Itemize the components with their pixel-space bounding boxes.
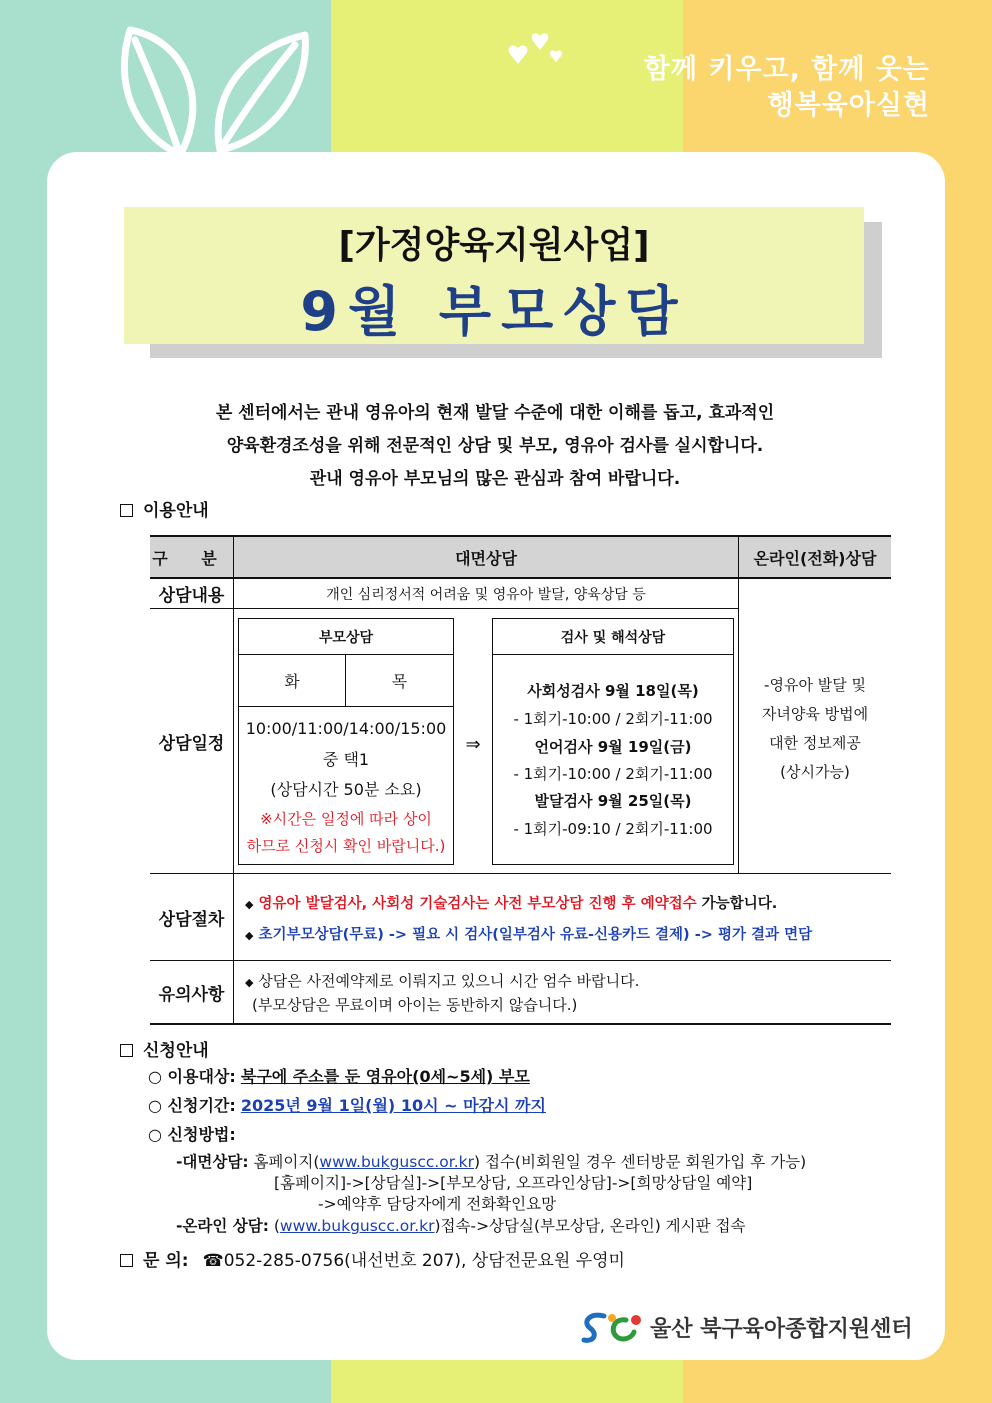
intro-line2: 양육환경조성을 위해 전문적인 상담 및 부모, 영유아 검사를 실시합니다. xyxy=(226,436,764,456)
inquiry-value: ☎052-285-0756(내선번호 207), 상담전문요원 우영미 xyxy=(202,1251,625,1271)
notice1-text: 상담은 사전예약제로 이뤄지고 있으니 시간 엄수 바랍니다. xyxy=(258,972,640,990)
title-box xyxy=(124,207,864,344)
notice-line2: (부모상담은 무료이며 아이는 동반하지 않습니다.) xyxy=(252,996,578,1014)
test-box-line xyxy=(492,654,734,655)
parent-times: 10:00/11:00/14:00/15:00 xyxy=(245,718,447,738)
method-online-post: )접속->상담실(부모상담, 온라인) 게시판 접속 xyxy=(434,1217,746,1235)
inquiry xyxy=(120,1246,625,1271)
method-online-label: -온라인 상담: xyxy=(176,1217,269,1235)
bullet-icon: ◆ xyxy=(245,898,254,911)
apply-period-value: 2025년 9월 1일(월) 10시 ~ 마감시 까지 xyxy=(240,1096,546,1115)
table-line xyxy=(150,960,891,961)
header-category: 구 분 xyxy=(152,548,231,568)
checkbox-square-icon xyxy=(120,1254,133,1267)
apply-period xyxy=(148,1093,546,1116)
method-face-line2: [홈페이지]->[상담실]->[부모상담, 오프라인상담]->[희망상담일 예약] xyxy=(274,1174,753,1192)
method-face-post: ) 접수(비회원일 경우 센터방문 회원가입 후 가능) xyxy=(474,1153,807,1171)
test-social: 사회성검사 9월 18일(목) xyxy=(527,681,699,700)
title-line2: 9월 부모상담 xyxy=(300,280,688,343)
parent-title: 부모상담 xyxy=(318,629,374,646)
procedure-line2 xyxy=(245,923,890,944)
section-usage-label: 이용안내 xyxy=(143,501,209,521)
arrow-icon: ⇒ xyxy=(465,733,481,755)
test-box-border xyxy=(492,864,734,865)
parent-day-thu: 목 xyxy=(391,672,408,691)
header-online: 온라인(전화)상담 xyxy=(753,548,877,568)
online-text-1: -영유아 발달 및 xyxy=(764,675,866,694)
bullet-icon: ◆ xyxy=(245,976,254,989)
method-face-label: -대면상담: xyxy=(176,1153,249,1171)
parent-box-border xyxy=(238,864,454,865)
test-language: 언어검사 9월 19일(금) xyxy=(534,737,692,756)
leaf-icon xyxy=(110,20,310,160)
test-develop-times: - 1회기-09:10 / 2회기-11:00 xyxy=(513,819,713,838)
procedure2-text: 초기부모상담(무료) -> 필요 시 검사(일부검사 유료-신용카드 결제) -> 평가 결과 면담 xyxy=(258,927,813,943)
parent-note2: 하므로 신청시 확인 바랍니다.) xyxy=(246,836,446,855)
center-logo-text: 울산 북구육아종합지원센터 xyxy=(650,1317,913,1342)
table-line xyxy=(233,537,234,1023)
apply-period-label: ○ 신청기간: xyxy=(148,1096,236,1115)
content-label: 상담내용 xyxy=(158,586,225,606)
content-value: 개인 심리정서적 어려움 및 영유아 발달, 양육상담 등 xyxy=(326,586,646,603)
method-face-line1 xyxy=(176,1150,806,1172)
online-text-3: 대한 정보제공 xyxy=(769,733,861,752)
parent-duration: (상담시간 50분 소요) xyxy=(270,779,422,799)
checkbox-square-icon xyxy=(120,1044,133,1057)
center-logo-icon xyxy=(580,1310,644,1346)
table-line xyxy=(150,873,891,874)
apply-target-label: ○ 이용대상: xyxy=(148,1067,236,1086)
apply-method-label: ○ 신청방법: xyxy=(148,1125,236,1144)
parent-day-tue: 화 xyxy=(284,672,300,691)
checkbox-square-icon xyxy=(120,504,133,517)
procedure-label: 상담절차 xyxy=(158,909,225,930)
online-text-2: 자녀양육 방법에 xyxy=(761,704,869,723)
table-bottom-border xyxy=(150,1023,891,1025)
header-face: 대면상담 xyxy=(455,548,517,568)
notice-label: 유의사항 xyxy=(158,984,225,1005)
homepage-link-2[interactable]: www.bukguscc.or.kr xyxy=(279,1217,435,1235)
test-language-times: - 1회기-10:00 / 2회기-11:00 xyxy=(513,764,713,783)
apply-method xyxy=(148,1122,236,1145)
hearts-icon xyxy=(508,28,564,68)
test-box-border xyxy=(733,618,734,865)
table-line xyxy=(150,608,738,609)
method-online-line xyxy=(176,1214,745,1236)
section-usage-heading xyxy=(120,496,209,521)
homepage-link[interactable]: www.bukguscc.or.kr xyxy=(319,1153,474,1171)
online-text-4: (상시가능) xyxy=(780,762,850,781)
slogan xyxy=(644,52,930,124)
slogan-line2: 행복육아실현 xyxy=(767,90,930,121)
section-apply-label: 신청안내 xyxy=(143,1041,209,1061)
test-develop: 발달검사 9월 25일(목) xyxy=(534,791,692,810)
title-line1: [가정양육지원사업] xyxy=(338,225,650,266)
schedule-label: 상담일정 xyxy=(158,733,225,754)
parent-box-line xyxy=(238,706,454,707)
inquiry-label: 문 의: xyxy=(143,1251,189,1271)
procedure1-red: 영유아 발달검사, 사회성 기술검사는 사전 부모상담 진행 후 예약접수 xyxy=(258,896,697,912)
parent-choice: 중 택1 xyxy=(322,749,370,769)
intro-line1: 본 센터에서는 관내 영유아의 현재 발달 수준에 대한 이해를 돕고, 효과적인 xyxy=(215,403,775,423)
procedure1-tail: 가능합니다. xyxy=(696,896,778,912)
test-social-times: - 1회기-10:00 / 2회기-11:00 xyxy=(513,709,713,728)
method-online-pre: ( xyxy=(268,1217,280,1235)
intro-line3: 관내 영유아 부모님의 많은 관심과 참여 바랍니다. xyxy=(309,469,681,489)
apply-target-value: 북구에 주소를 둔 영유아(0세~5세) 부모 xyxy=(240,1067,530,1086)
method-face-line3: ->예약후 담당자에게 전화확인요망 xyxy=(318,1195,557,1213)
bullet-icon: ◆ xyxy=(245,929,254,942)
notice-line1 xyxy=(245,970,639,991)
parent-note1: ※시간은 일정에 따라 상이 xyxy=(260,809,432,828)
slogan-line1: 함께 키우고, 함께 웃는 xyxy=(643,54,930,85)
section-apply-heading xyxy=(120,1036,209,1061)
method-face-pre: 홈페이지( xyxy=(248,1153,320,1171)
apply-target xyxy=(148,1064,530,1087)
test-title: 검사 및 해석상담 xyxy=(560,629,666,646)
procedure-line1 xyxy=(245,892,890,913)
